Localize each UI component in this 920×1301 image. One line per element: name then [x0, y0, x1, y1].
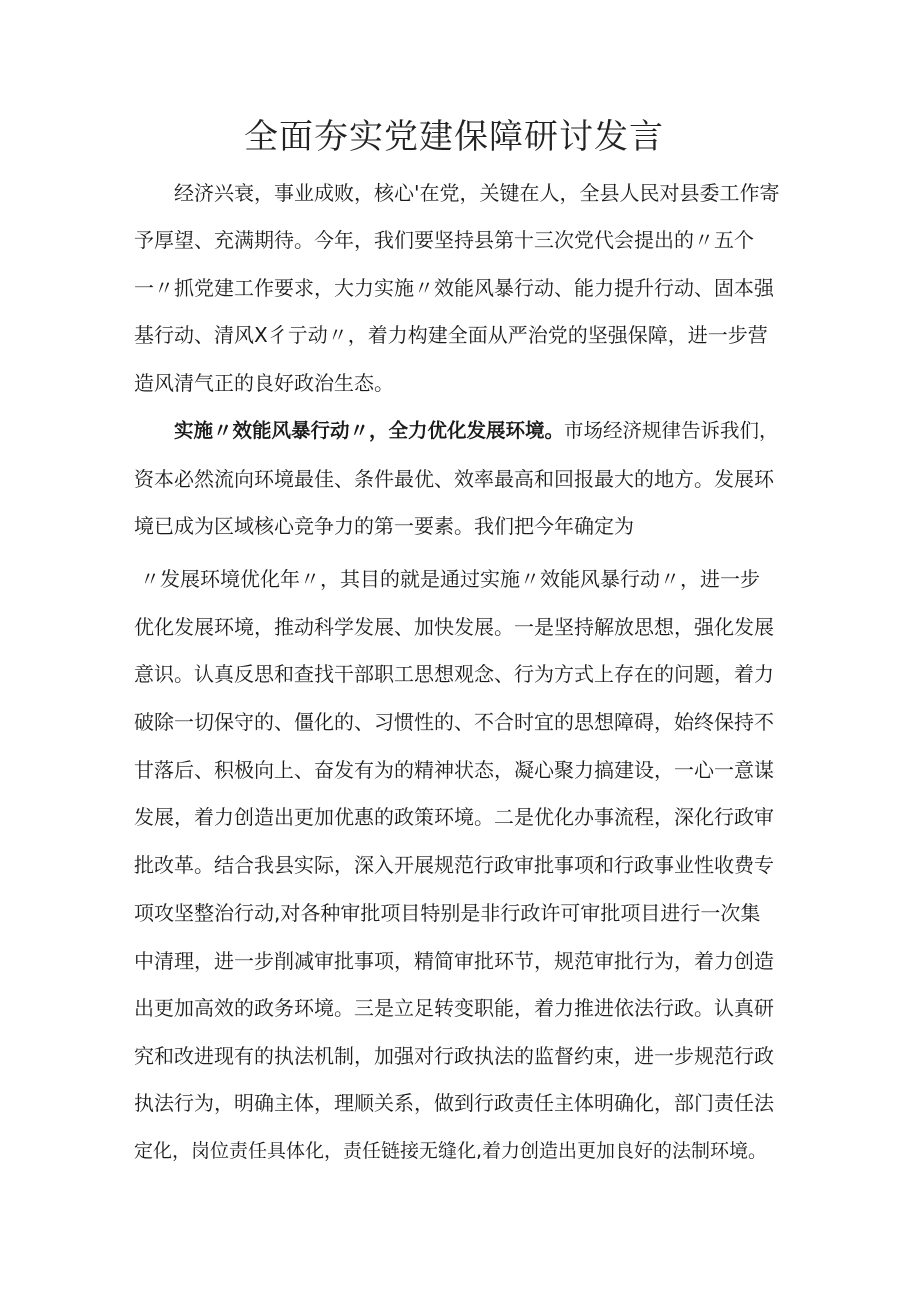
paragraph-line: 〃发展环境优化年〃，其目的就是通过实施〃效能风暴行动〃，进一步: [140, 567, 760, 591]
paragraph-line: 资本必然流向环境最佳、条件最优、效率最高和回报最大的地方。发展环: [134, 467, 774, 491]
paragraph-line: [174, 416, 779, 446]
paragraph-line: 造风清气正的良好政治生态。: [134, 371, 394, 395]
paragraph-line: 一〃抓党建工作要求，大力实施〃效能风暴行动、能力提升行动、固本强: [134, 276, 774, 300]
paragraph-line: 甘落后、积极向上、奋发有为的精神状态，凝心聚力搞建设，一心一意谋: [134, 758, 774, 782]
paragraph-line: 予厚望、充满期待。今年，我们要坚持县第十三次党代会提出的〃五个: [134, 228, 754, 252]
paragraph-line: 破除一切保守的、僵化的、习惯性的、不合时宜的思想障碍，始终保持不: [134, 710, 774, 734]
paragraph-text: 市场经济规律告诉我们，: [564, 419, 779, 442]
paragraph-line: 意识。认真反思和查找干部职工思想观念、行为方式上存在的问题，着力: [134, 662, 774, 686]
paragraph-line: 基行动、清风X彳亍动〃，着力构建全面从严治党的坚强保障，进一步营: [134, 323, 768, 347]
paragraph-line: 中清理，进一步削减审批事项，精简审批环节，规范审批行为，着力创造: [134, 949, 774, 973]
paragraph-line: 执法行为，明确主体，理顺关系，做到行政责任主体明确化，部门责任法: [134, 1091, 774, 1115]
paragraph-line: 经济兴衰，事业成败，核心'在党，关键在人，全县人民对县委工作寄: [174, 181, 780, 205]
paragraph-line: 出更加高效的政务环境。三是立足转变职能，着力推进依法行政。认真研: [134, 996, 774, 1020]
paragraph-line: 批改革。结合我县实际，深入开展规范行政审批事项和行政事业性收费专: [134, 853, 774, 877]
paragraph-line: 发展，着力创造出更加优惠的政策环境。二是优化办事流程，深化行政审: [134, 805, 774, 829]
paragraph-line: 究和改进现有的执法机制，加强对行政执法的监督约束，进一步规范行政: [134, 1044, 774, 1068]
paragraph-line: 项攻坚整治行动,对各种审批项目特别是非行政许可审批项目进行一次集: [134, 901, 761, 925]
document-title: 全面夯实党建保障研讨发言: [244, 117, 664, 157]
paragraph-line: 定化，岗位责任具体化，责任链接无缝化,着力创造出更加良好的法制环境。: [134, 1140, 768, 1162]
paragraph-line: 境已成为区域核心竞争力的第一要素。我们把今年确定为: [134, 514, 634, 538]
paragraph-line: 优化发展环境，推动科学发展、加快发展。一是坚持解放思想，强化发展: [134, 615, 774, 639]
section-heading: 实施〃效能风暴行动〃，全力优化发展环境。: [174, 419, 565, 442]
